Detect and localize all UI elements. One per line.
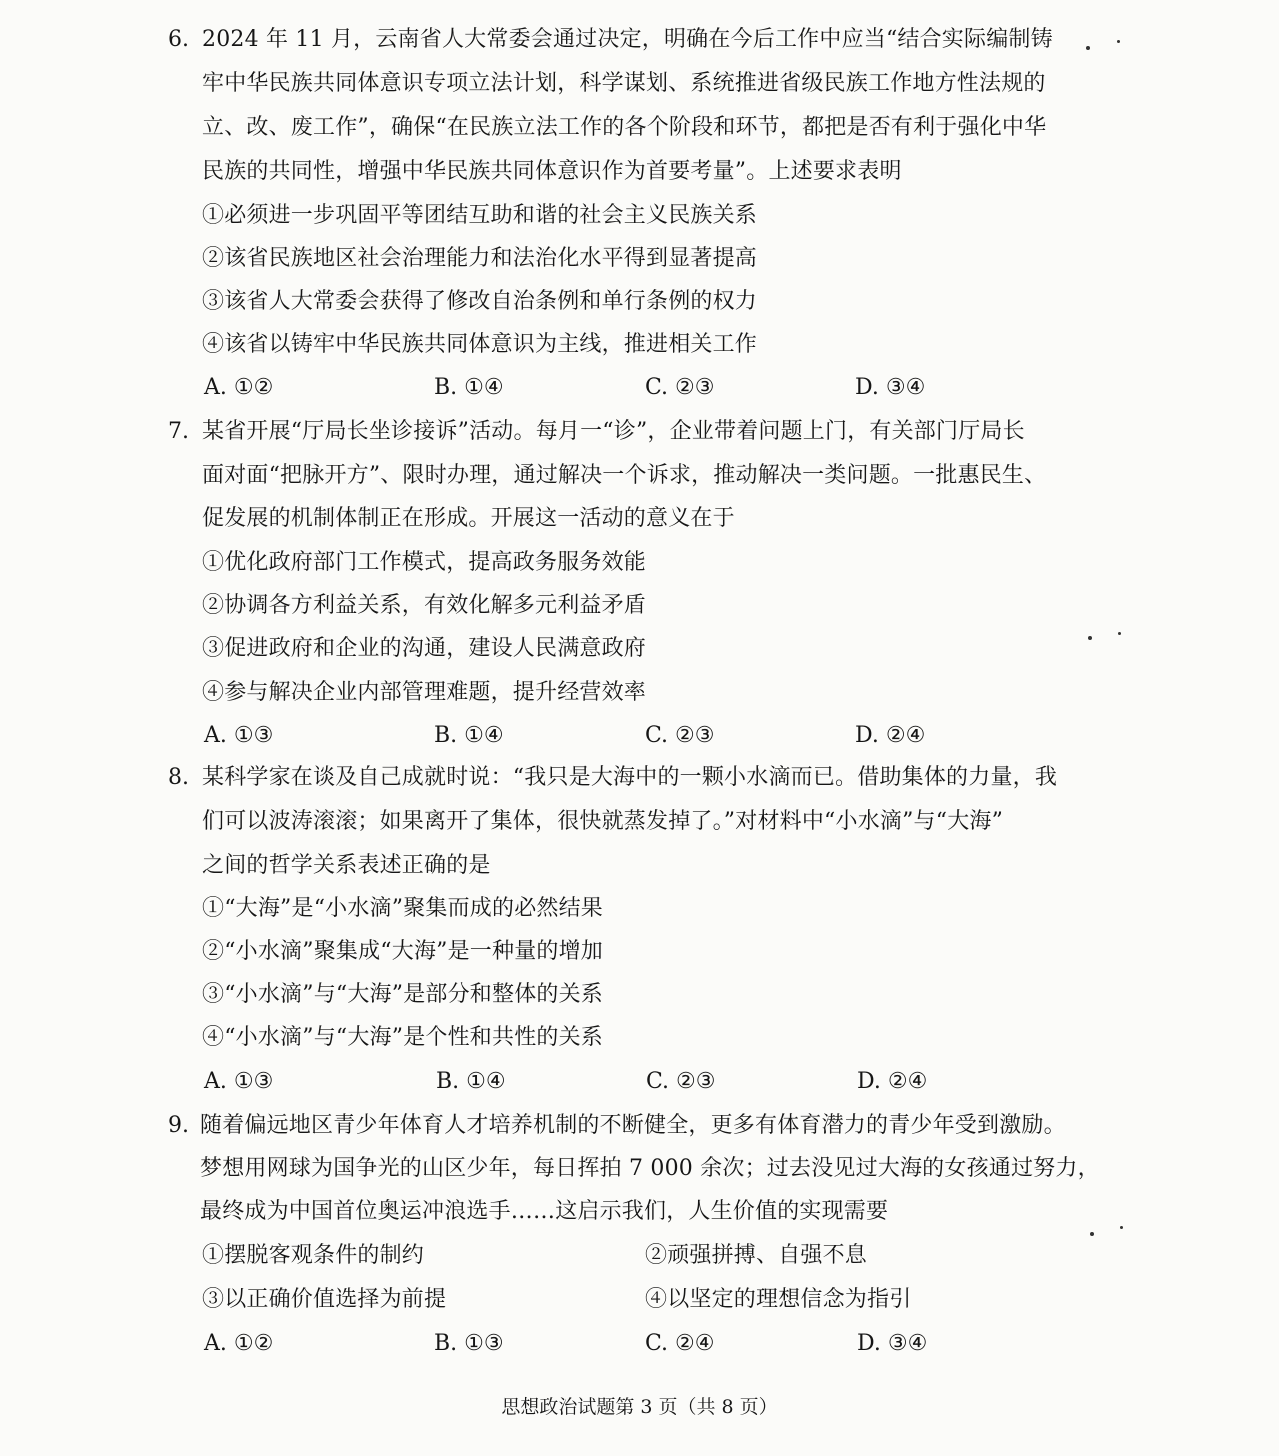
question-6-choice-b: B. ①④ — [434, 375, 504, 400]
question-9-choice-a: A. ①② — [204, 1331, 274, 1356]
question-9-stem-line-3: 最终成为中国首位奥运冲浪选手……这启示我们，人生价值的实现需要 — [200, 1199, 889, 1224]
question-8-choice-c: C. ②③ — [646, 1069, 716, 1094]
question-8-stem-line-1: 某科学家在谈及自己成就时说：“我只是大海中的一颗小水滴而已。借助集体的力量，我 — [202, 765, 1058, 790]
question-7-choice-d: D. ②④ — [855, 723, 926, 748]
question-6-choice-a: A. ①② — [204, 375, 274, 400]
question-7-choice-c: C. ②③ — [645, 723, 715, 748]
question-7-statement-3: ③促进政府和企业的沟通，建设人民满意政府 — [202, 636, 647, 661]
scan-speck — [1086, 46, 1090, 50]
question-9-choice-c: C. ②④ — [645, 1331, 715, 1356]
question-8-statement-4: ④“小水滴”与“大海”是个性和共性的关系 — [202, 1025, 603, 1050]
question-6-stem-line-4: 民族的共同性，增强中华民族共同体意识作为首要考量”。上述要求表明 — [202, 159, 902, 184]
question-7-statement-2: ②协调各方利益关系，有效化解多元利益矛盾 — [202, 593, 647, 618]
scan-speck — [1118, 632, 1121, 635]
question-9-number: 9. — [168, 1113, 189, 1138]
question-9-statement-3: ③以正确价值选择为前提 — [202, 1287, 447, 1312]
question-8-number: 8. — [168, 765, 189, 790]
question-8-stem-line-3: 之间的哲学关系表述正确的是 — [202, 853, 491, 878]
question-7-stem-line-2: 面对面“把脉开方”、限时办理，通过解决一个诉求，推动解决一类问题。一批惠民生、 — [202, 463, 1047, 488]
question-8-stem-line-2: 们可以波涛滚滚；如果离开了集体，很快就蒸发掉了。”对材料中“小水滴”与“大海” — [202, 809, 1004, 834]
question-9-stem-line-1: 随着偏远地区青少年体育人才培养机制的不断健全，更多有体育潜力的青少年受到激励。 — [200, 1113, 1066, 1138]
scan-speck — [1120, 1226, 1123, 1229]
question-6-stem-line-3: 立、改、废工作”，确保“在民族立法工作的各个阶段和环节，都把是否有利于强化中华 — [202, 115, 1047, 140]
question-6-choice-c: C. ②③ — [645, 375, 715, 400]
question-8-statement-2: ②“小水滴”聚集成“大海”是一种量的增加 — [202, 939, 603, 964]
question-8-choice-d: D. ②④ — [857, 1069, 928, 1094]
question-6-statement-2: ②该省民族地区社会治理能力和法治化水平得到显著提高 — [202, 246, 758, 271]
question-8-statement-1: ①“大海”是“小水滴”聚集而成的必然结果 — [202, 896, 603, 921]
question-6-statement-1: ①必须进一步巩固平等团结互助和谐的社会主义民族关系 — [202, 203, 758, 228]
question-7-choice-a: A. ①③ — [204, 723, 274, 748]
question-9-choice-b: B. ①③ — [434, 1331, 504, 1356]
question-7-stem-line-3: 促发展的机制体制正在形成。开展这一活动的意义在于 — [202, 506, 735, 531]
scan-speck — [1088, 636, 1092, 640]
question-7-number: 7. — [168, 419, 189, 444]
question-9-statement-2: ②顽强拼搏、自强不息 — [645, 1243, 868, 1268]
question-6-statement-4: ④该省以铸牢中华民族共同体意识为主线，推进相关工作 — [202, 332, 758, 357]
question-6-stem-line-2: 牢中华民族共同体意识专项立法计划，科学谋划、系统推进省级民族工作地方性法规的 — [202, 71, 1046, 96]
question-8-statement-3: ③“小水滴”与“大海”是部分和整体的关系 — [202, 982, 603, 1007]
question-8-choice-b: B. ①④ — [436, 1069, 506, 1094]
scan-speck — [1117, 40, 1120, 43]
question-7-choice-b: B. ①④ — [434, 723, 504, 748]
question-6-choice-d: D. ③④ — [855, 375, 926, 400]
question-6-stem-line-1: 2024 年 11 月，云南省人大常委会通过决定，明确在今后工作中应当“结合实际编制铸 — [202, 27, 1053, 52]
question-9-statement-1: ①摆脱客观条件的制约 — [202, 1243, 425, 1268]
question-9-stem-line-2: 梦想用网球为国争光的山区少年，每日挥拍 7 000 余次；过去没见过大海的女孩通过努力， — [200, 1156, 1100, 1181]
question-6-statement-3: ③该省人大常委会获得了修改自治条例和单行条例的权力 — [202, 289, 758, 314]
question-6-number: 6. — [168, 27, 189, 52]
question-8-choice-a: A. ①③ — [204, 1069, 274, 1094]
question-7-stem-line-1: 某省开展“厅局长坐诊接诉”活动。每月一“诊”，企业带着问题上门，有关部门厅局长 — [202, 419, 1025, 444]
question-7-statement-4: ④参与解决企业内部管理难题，提升经营效率 — [202, 680, 647, 705]
scan-speck — [1090, 1232, 1094, 1236]
question-9-statement-4: ④以坚定的理想信念为指引 — [645, 1287, 912, 1312]
page-footer: 思想政治试题第 3 页（共 8 页） — [501, 1396, 778, 1418]
question-9-choice-d: D. ③④ — [857, 1331, 928, 1356]
question-7-statement-1: ①优化政府部门工作模式，提高政务服务效能 — [202, 550, 647, 575]
